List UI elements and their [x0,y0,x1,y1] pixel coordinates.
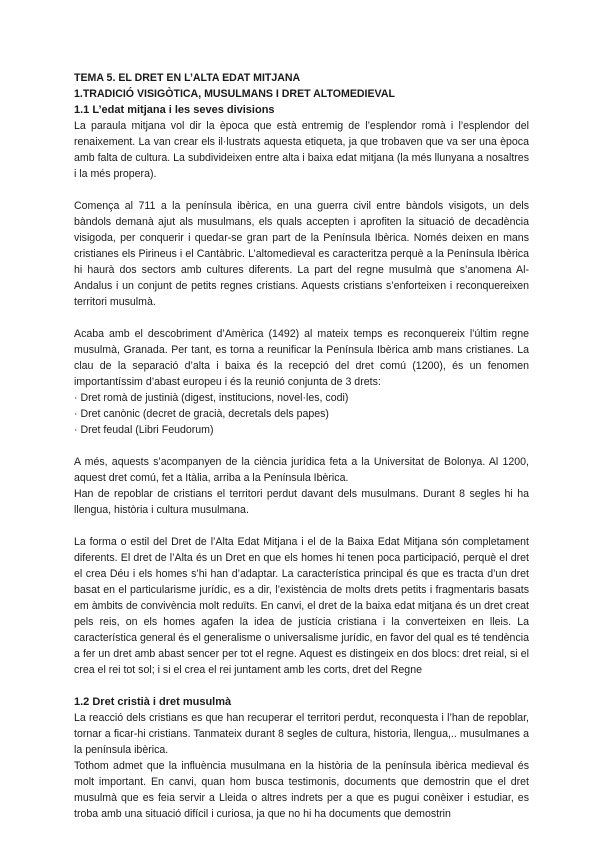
list-item: · Dret feudal (Libri Feudorum) [74,424,214,436]
section-heading-1-1: 1.1 L’edat mitjana i les seves divisions [74,104,275,116]
document-body [74,70,529,822]
paragraph-5: La forma o estil del Dret de l’Alta Edat Mitjana i el de la Baixa Edat Mitjana són completament diferents. El dret de l’Alta és un Dret en que els homes hi tenen poca participació, perquè el dret el crea Déu i els homes s’hi han d’adaptar. La característica principal és que es tracta d’un dret basat en el particularisme jurídic, es a dir, l’existència de molts drets petits i fragmentaris basats em àmbits de convivència molt reduïts. En canvi, el dret de la baixa edat mitjana és un dret creat pels reis, on els homes agafen la idea de justícia cristiana i la converteixen en lleis. La característica general és el generalisme o universalisme jurídic, en favor del qual es té tendència a fer un dret amb abast sencer per tot el regne. Aquest es distingeix en dos blocs: dret reial, si el crea el rei tot sol; i si el crea el rei juntament amb les corts, dret del Regne [74,536,529,676]
law-list [74,390,529,438]
paragraph-4b: Han de repoblar de cristians el territori perdut davant dels musulmans. Durant 8 segles hi ha llengua, història i cultura musulmana. [74,488,529,516]
document-title: TEMA 5. EL DRET EN L’ALTA EDAT MITJANA [74,72,301,84]
paragraph-4a: A més, aquests s’acompanyen de la ciència jurídica feta a la Universitat de Bolonya. Al 1200, aquest dret comú, fet a Itàlia, arriba a la Península Ibèrica. [74,456,529,484]
paragraph-6: La reacció dels cristians es que han recuperar el territori perdut, reconquesta i l’han de repoblar, tornar a ficar-hi cristians. Tanmateix durant 8 segles de cultura, historia, llengua,.. musulmanes a la península ibèrica. [74,712,529,756]
list-item: · Dret canònic (decret de gracià, decretals dels papes) [74,408,329,420]
document-subtitle: 1.TRADICIÓ VISIGÒTICA, MUSULMANS I DRET ALTOMEDIEVAL [74,88,395,100]
list-item: · Dret romà de justinià (digest, institucions, novel·les, codi) [74,392,349,404]
paragraph-2: Comença al 711 a la península ibèrica, en una guerra civil entre bàndols visigots, un dels bàndols demanà ajut als musulmans, els quals accepten i aprofiten la situació de decadència visigoda, per conquerir i quedar-se gran part de la Península Ibèrica. Només deixen en mans cristianes els Pirineus i el Cantàbric. L’altomedieval es caracteritza perquè a la Península Ibèrica hi haurà dos sectors amb cultures diferents. La part del regne musulmà que s’anomena Al-Andalus i un conjunt de petits regnes cristians. Aquests cristians s’enforteixen i reconquereixen territori musulmà. [74,200,529,308]
paragraph-3: Acaba amb el descobriment d’Amèrica (1492) al mateix temps es reconquereix l’últim regne musulmà, Granada. Per tant, es torna a reunificar la Península Ibèrica amb mans cristianes. La clau de la separació d’alta i baixa és la recepció del dret comú (1200), és un fenomen importantíssim d’abast europeu i és la reunió conjunta de 3 drets: [74,328,529,388]
paragraph-7: Tothom admet que la influència musulmana en la història de la península ibèrica medieval és molt important. En canvi, quan hom busca testimonis, documents que demostrin que el dret musulmà que es feia servir a Lleida o altres indrets per a que es pugui conèixer i estudiar, es troba amb una situació difícil i curiosa, ja que no hi ha documents que demostrin [74,760,529,820]
paragraph-1: La paraula mitjana vol dir la època que està entremig de l’esplendor romà i l’esplendor del renaixement. La van crear els il·lustrats aquesta etiqueta, ja que trobaven que va ser una època amb falta de cultura. La subdivideixen entre alta i baixa edat mitjana (la més llunyana a nosaltres i la més propera). [74,120,529,180]
section-heading-1-2: 1.2 Dret cristià i dret musulmà [74,696,232,708]
